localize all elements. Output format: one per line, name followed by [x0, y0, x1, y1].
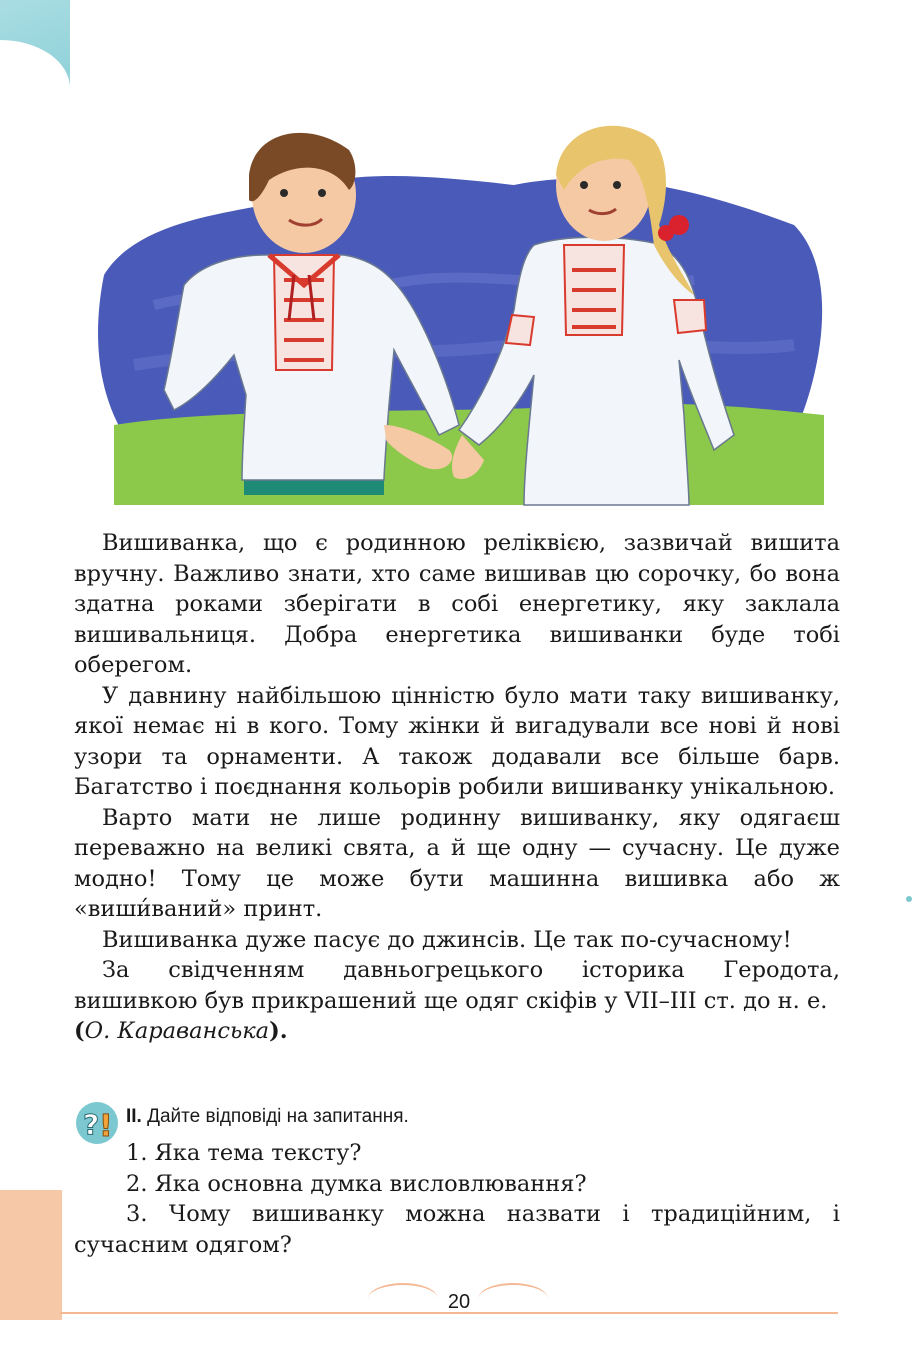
question-2: 2. Яка основна думка висловлювання? — [126, 1170, 587, 1197]
main-text — [74, 528, 840, 1047]
attribution-close: ). — [269, 1018, 288, 1044]
children-in-vyshyvanka-illustration — [94, 105, 834, 515]
attribution-author: О. Караванська — [84, 1018, 270, 1044]
paragraph-5 — [74, 955, 840, 1047]
svg-text:?: ? — [83, 1108, 100, 1141]
question-3: 3. Чому вишиванку можна назвати і традиційним, і сучасним одягом? — [74, 1201, 840, 1258]
corner-decoration — [0, 0, 70, 88]
questions-list — [74, 1138, 840, 1260]
paragraph-2: У давнину найбільшою цінністю було мати таку вишиванку, якої немає ні в кого. Тому жінки й вигадували все нові й нові узори та орнаменти. А також додавали все більше барв. Багатство і поєднання кольорів робили вишиванку унікальною. — [74, 682, 840, 800]
task-heading — [126, 1106, 409, 1128]
question-1: 1. Яка тема тексту? — [126, 1140, 362, 1166]
paragraph-3: Варто мати не лише родинну вишиванку, яку одягаєш переважно на великі свята, а й ще одну — сучасну. Це дуже модно! Тому це може бути машинна вишивка або ж «виши́ваний» принт. — [74, 804, 840, 922]
paragraph-1: Вишиванка, що є родинною реліквією, зазвичай вишита вручну. Важливо знати, хто саме вишивав цю сорочку, бо вона здатна роками зберігати в собі енергетику, яку заклала вишивальниця. Добра енергетика вишиванки буде тобі оберегом. — [74, 530, 840, 678]
page-number: 20 — [447, 1291, 471, 1313]
svg-text:!: ! — [99, 1109, 113, 1144]
margin-dot — [906, 896, 912, 902]
task-instruction: Дайте відповіді на запитання. — [147, 1106, 409, 1127]
task-number: II. — [126, 1106, 142, 1127]
paragraph-4: Вишиванка дуже пасує до джинсів. Це так по-сучасному! — [102, 926, 792, 953]
paragraph-5-text: За свідченням давньогрецького історика Геродота, вишивкою був прикрашений ще одяг скіфів у VII–III ст. до н. е. — [74, 957, 840, 1014]
attribution-open: ( — [74, 1018, 85, 1044]
